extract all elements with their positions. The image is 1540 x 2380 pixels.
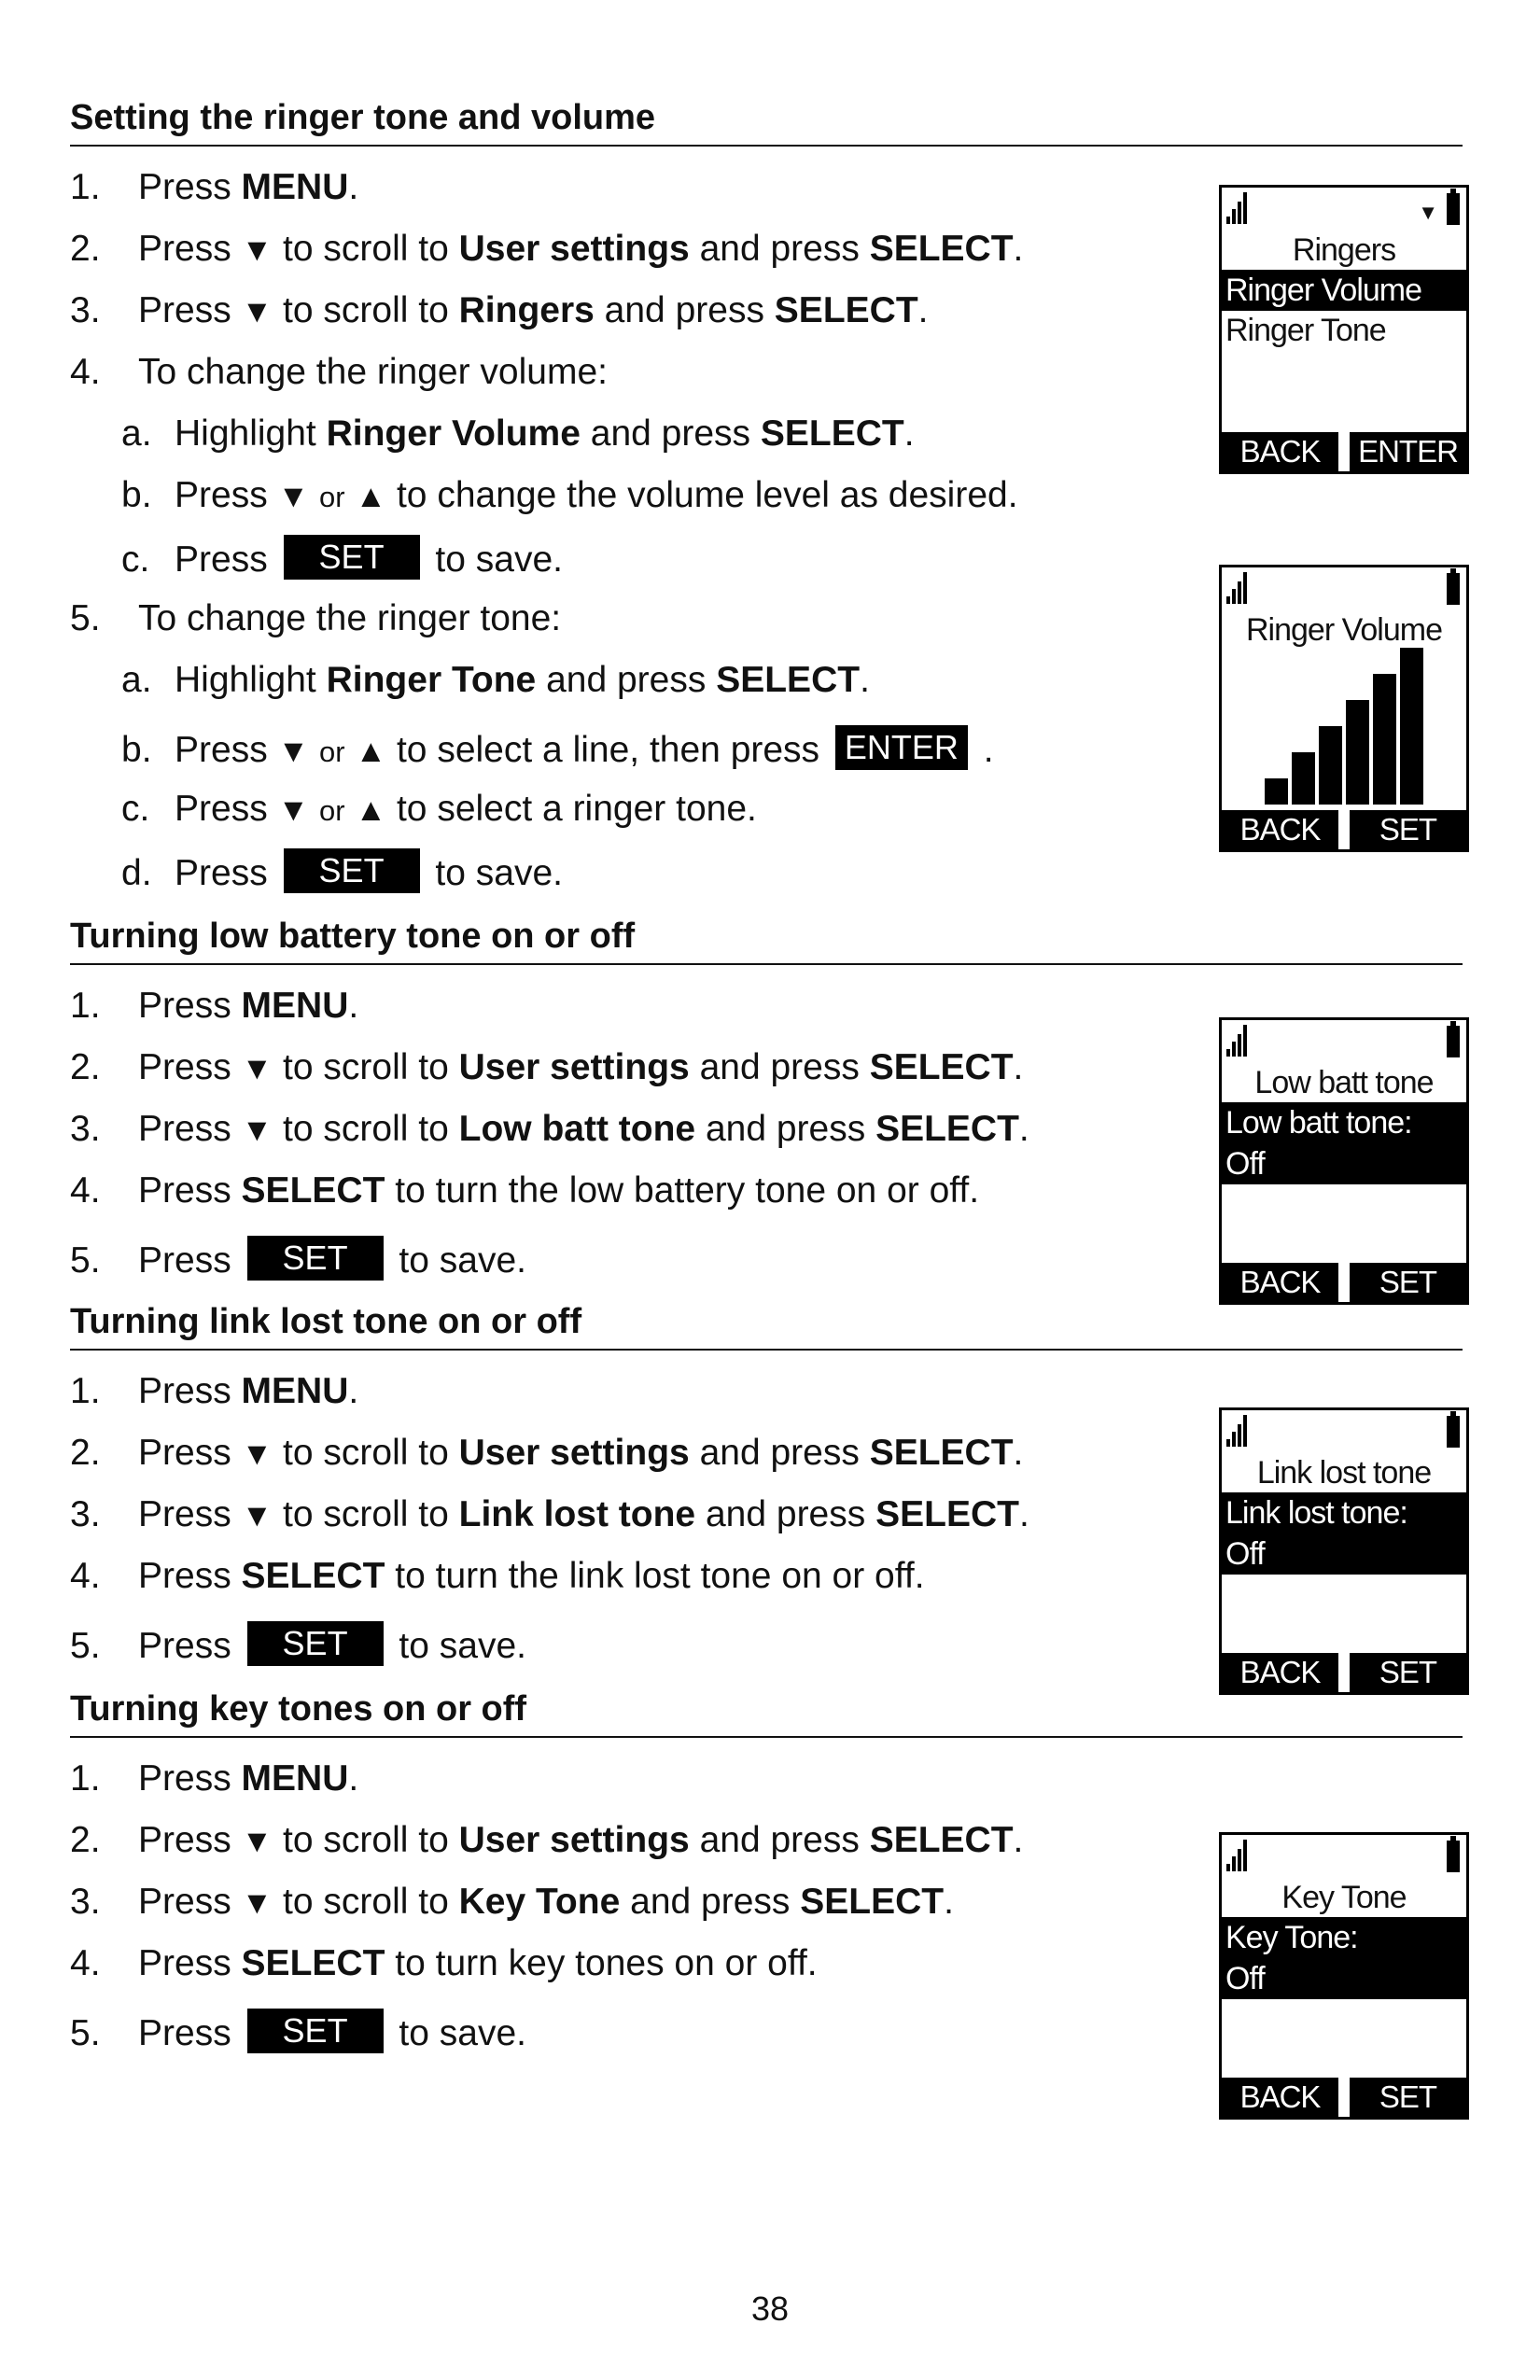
set-softkey: SET [1350,810,1466,849]
screen-ringers [1219,185,1469,474]
step-5: 5. Press SET to save. [70,2009,526,2056]
down-arrow-icon: ▼ [241,1885,273,1921]
menu-item: Ringer Tone [1225,313,1386,348]
signal-icon [1226,1025,1249,1057]
volume-bar [1400,648,1423,805]
screen-low-batt-tone [1219,1017,1469,1305]
step-3: 3. Press ▼ to scroll to Ringers and press SELECT. [70,290,929,330]
step-4: 4. Press SELECT to turn the link lost tone on or off. [70,1556,925,1596]
step-5: 5. Press SET to save. [70,1236,526,1283]
section-title: Setting the ringer tone and volume [70,98,1463,147]
screen-title: Low batt tone [1254,1065,1434,1100]
back-softkey: BACK [1222,2078,1338,2117]
screen-ringer-volume [1219,565,1469,852]
scroll-down-icon: ▼ [1418,201,1438,224]
down-arrow-icon: ▼ [241,1436,273,1472]
step-4a: a. Highlight Ringer Volume and press SELECT. [121,413,915,454]
step-5a: a. Highlight Ringer Tone and press SELECT. [121,660,870,700]
setting-label: Key Tone: [1222,1917,1466,1958]
step-3: 3. Press ▼ to scroll to Low batt tone and press SELECT. [70,1109,1029,1149]
battery-icon [1447,573,1460,605]
step-5c: c. Press ▼ or ▲ to select a ringer tone. [121,789,757,829]
set-softkey: SET [1350,2078,1466,2117]
screen-title: Ringers [1292,232,1396,268]
screen-title: Key Tone [1281,1880,1407,1915]
step-5: 5. Press SET to save. [70,1621,526,1669]
down-arrow-icon: ▼ [277,792,310,828]
step-1: 1. Press MENU. [70,1371,359,1411]
down-arrow-icon: ▼ [241,1051,273,1086]
volume-bar [1346,700,1369,805]
step-5b: b. Press ▼ or ▲ to select a line, then press ENTER . [121,725,994,775]
step-2: 2. Press ▼ to scroll to User settings and press SELECT. [70,229,1024,269]
down-arrow-icon: ▼ [241,1498,273,1533]
step-3: 3. Press ▼ to scroll to Key Tone and press SELECT. [70,1882,954,1922]
setting-value: Off [1222,1143,1466,1184]
volume-bar [1373,674,1396,805]
step-5: 5. To change the ringer tone: [70,598,562,638]
signal-icon [1226,1840,1249,1871]
battery-icon [1447,1416,1460,1448]
setting-value: Off [1222,1533,1466,1575]
back-softkey: BACK [1222,1653,1338,1692]
step-4: 4. To change the ringer volume: [70,352,608,392]
battery-icon [1447,1841,1460,1872]
signal-icon [1226,192,1249,224]
down-arrow-icon: ▼ [241,1113,273,1148]
step-4: 4. Press SELECT to turn key tones on or off. [70,1943,818,1983]
up-arrow-icon: ▲ [355,479,387,514]
down-arrow-icon: ▼ [277,734,310,769]
setting-value: Off [1222,1958,1466,1999]
set-softkey-label: SET [247,1236,384,1281]
step-2: 2. Press ▼ to scroll to User settings and press SELECT. [70,1433,1024,1473]
volume-bar [1319,726,1342,805]
down-arrow-icon: ▼ [241,1824,273,1859]
set-softkey: SET [1350,1263,1466,1302]
step-4b: b. Press ▼ or ▲ to change the volume level as desired. [121,475,1018,515]
down-arrow-icon: ▼ [277,479,310,514]
up-arrow-icon: ▲ [355,734,387,769]
volume-bar [1292,752,1315,805]
signal-icon [1226,1415,1249,1447]
enter-softkey: ENTER [1350,432,1466,471]
step-1: 1. Press MENU. [70,167,359,207]
volume-bar [1265,778,1288,805]
step-4: 4. Press SELECT to turn the low battery tone on or off. [70,1170,980,1211]
section-title: Turning key tones on or off [70,1689,1463,1738]
back-softkey: BACK [1222,810,1338,849]
step-2: 2. Press ▼ to scroll to User settings and press SELECT. [70,1047,1024,1087]
up-arrow-icon: ▲ [355,792,387,828]
step-1: 1. Press MENU. [70,986,359,1026]
screen-key-tone [1219,1832,1469,2120]
step-3: 3. Press ▼ to scroll to Link lost tone and press SELECT. [70,1494,1029,1534]
down-arrow-icon: ▼ [241,294,273,329]
step-2: 2. Press ▼ to scroll to User settings and press SELECT. [70,1820,1024,1860]
signal-icon [1226,572,1249,604]
section-title: Turning low battery tone on or off [70,917,1463,965]
set-softkey-label: SET [247,1621,384,1666]
screen-title: Link lost tone [1256,1455,1432,1491]
step-5d: d. Press SET to save. [121,848,563,896]
set-softkey-label: SET [284,848,420,893]
set-softkey-label: SET [284,535,420,580]
back-softkey: BACK [1222,432,1338,471]
down-arrow-icon: ▼ [241,232,273,268]
highlighted-item: Ringer Volume [1222,270,1466,311]
setting-label: Low batt tone: [1222,1102,1466,1143]
setting-label: Link lost tone: [1222,1492,1466,1533]
enter-softkey-label: ENTER [835,725,968,770]
set-softkey-label: SET [247,2009,384,2053]
set-softkey: SET [1350,1653,1466,1692]
step-1: 1. Press MENU. [70,1758,359,1799]
screen-title: Ringer Volume [1245,612,1442,648]
screen-link-lost-tone [1219,1407,1469,1695]
back-softkey: BACK [1222,1263,1338,1302]
battery-icon [1447,193,1460,225]
battery-icon [1447,1026,1460,1057]
step-4c: c. Press SET to save. [121,535,563,582]
section-title: Turning link lost tone on or off [70,1302,1463,1351]
page-number: 38 [750,2289,790,2328]
